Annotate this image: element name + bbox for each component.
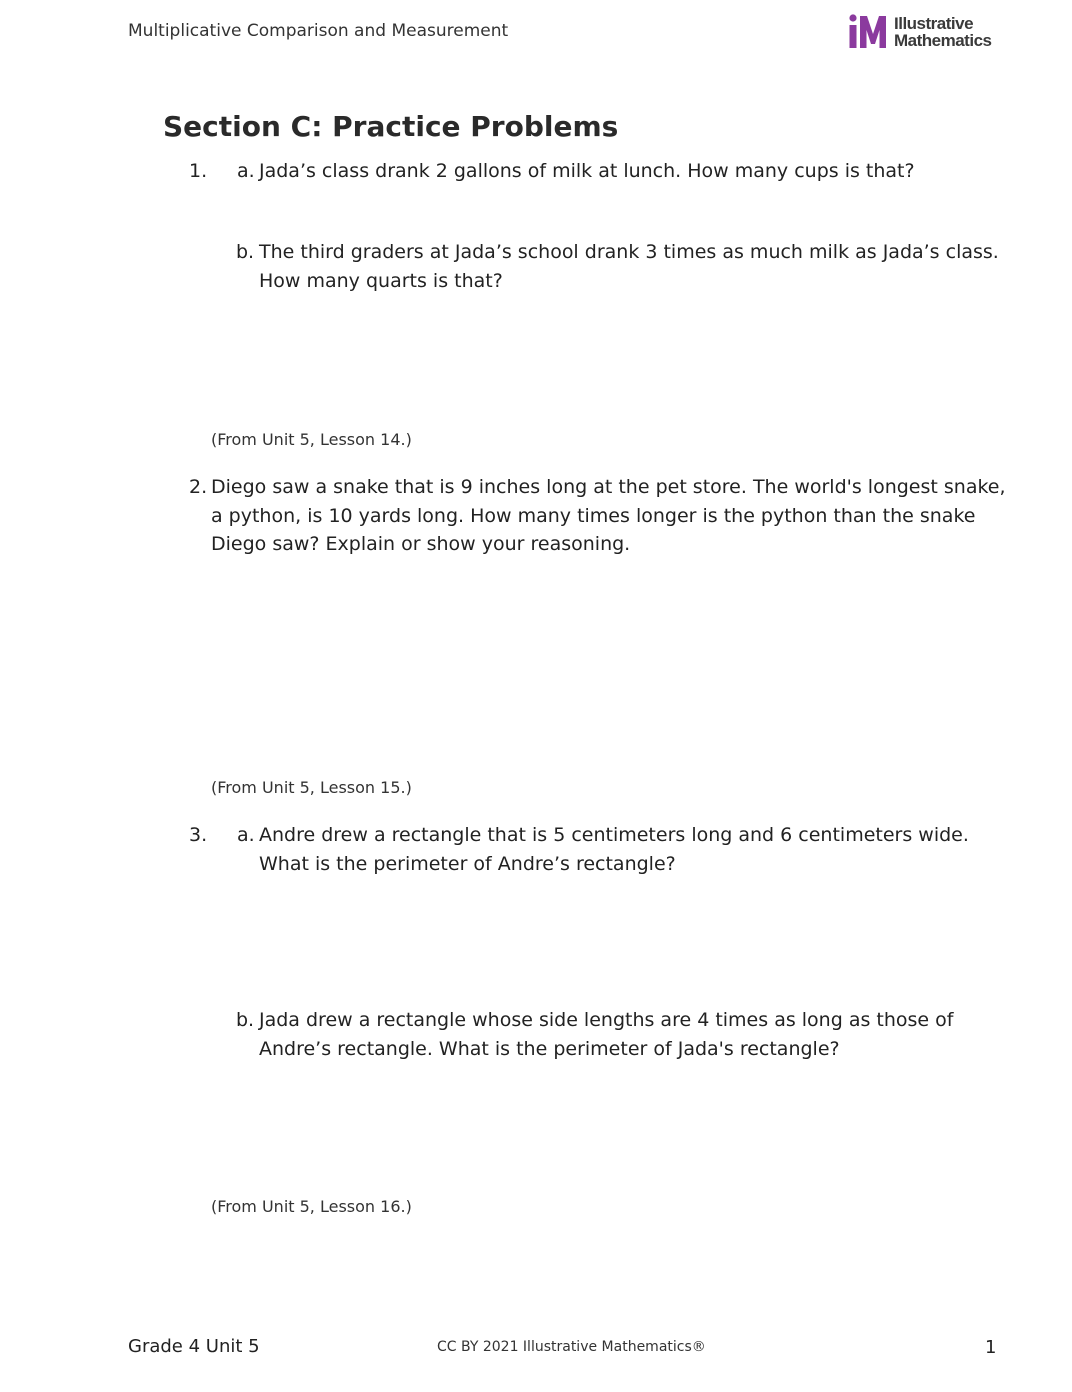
problem-1b-text-line-2: How many quarts is that? xyxy=(259,270,503,292)
problem-3b-text-line-2: Andre’s rectangle. What is the perimeter of Jada's rectangle? xyxy=(259,1038,840,1060)
problem-3b-label: b. xyxy=(236,1009,255,1031)
problem-1-number: 1. xyxy=(189,160,208,182)
footer-grade-unit: Grade 4 Unit 5 xyxy=(128,1336,260,1357)
problem-1a-label: a. xyxy=(237,160,255,182)
problem-1b-label: b. xyxy=(236,241,255,263)
problem-2-number: 2. xyxy=(189,476,208,498)
logo-wordmark xyxy=(894,15,991,49)
problem-2-text-line-3: Diego saw? Explain or show your reasoning. xyxy=(211,533,631,555)
header-title: Multiplicative Comparison and Measurement xyxy=(128,21,509,41)
problem-3-number: 3. xyxy=(189,824,208,846)
problem-2-text-line-2: a python, is 10 yards long. How many times longer is the python than the snake xyxy=(211,505,976,527)
im-logo-icon xyxy=(848,14,890,50)
problem-1a-text: Jada’s class drank 2 gallons of milk at lunch. How many cups is that? xyxy=(259,160,915,182)
problem-2-text-line-1: Diego saw a snake that is 9 inches long at the pet store. The world's longest snake, xyxy=(211,476,1006,498)
logo-line-1: Illustrative xyxy=(894,14,974,33)
footer-license: CC BY 2021 Illustrative Mathematics® xyxy=(437,1339,706,1355)
illustrative-mathematics-logo xyxy=(848,14,998,52)
problem-3a-label: a. xyxy=(237,824,255,846)
problem-2-source: (From Unit 5, Lesson 15.) xyxy=(211,778,412,797)
problem-3b-text-line-1: Jada drew a rectangle whose side lengths are 4 times as long as those of xyxy=(259,1009,954,1031)
section-title: Section C: Practice Problems xyxy=(163,110,619,143)
logo-line-2: Mathematics xyxy=(894,31,992,50)
problem-3a-text-line-2: What is the perimeter of Andre’s rectangle? xyxy=(259,853,676,875)
problem-1b-text-line-1: The third graders at Jada’s school drank 3 times as much milk as Jada’s class. xyxy=(259,241,999,263)
problem-3-source: (From Unit 5, Lesson 16.) xyxy=(211,1197,412,1216)
problem-1-source: (From Unit 5, Lesson 14.) xyxy=(211,430,412,449)
problem-3a-text-line-1: Andre drew a rectangle that is 5 centimeters long and 6 centimeters wide. xyxy=(259,824,969,846)
page-number: 1 xyxy=(985,1337,997,1358)
